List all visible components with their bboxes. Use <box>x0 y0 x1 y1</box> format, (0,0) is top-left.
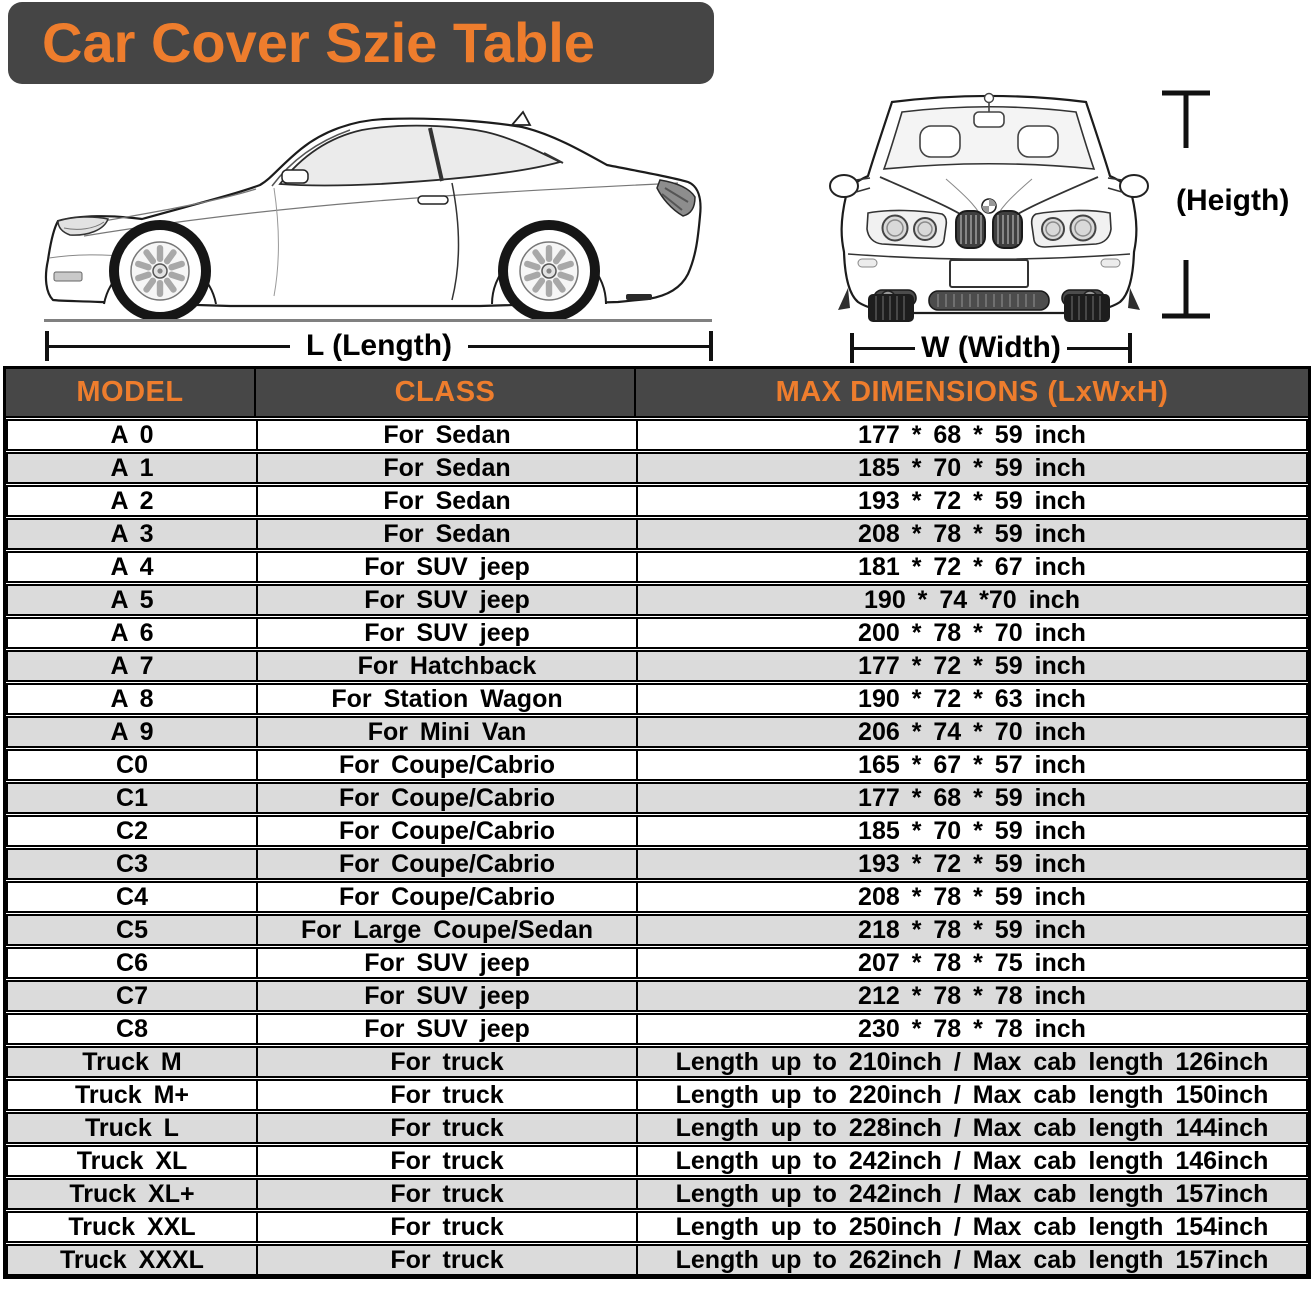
class-cell: For truck <box>258 1048 638 1076</box>
car-front-view-icon <box>828 86 1150 322</box>
class-cell: For SUV jeep <box>258 949 638 977</box>
dimensions-cell: 190 * 72 * 63 inch <box>858 684 1086 713</box>
model-cell: C4 <box>8 883 258 911</box>
model-cell: Truck L <box>8 1114 258 1142</box>
width-label: W (Width) <box>921 331 1061 364</box>
table-row <box>6 980 1308 1012</box>
model-cell: C1 <box>8 784 258 812</box>
height-label: (Heigth) <box>1176 184 1290 217</box>
table-row <box>6 617 1308 649</box>
table-row <box>6 848 1308 880</box>
class-cell: For Coupe/Cabrio <box>258 784 638 812</box>
height-dimension <box>1152 88 1308 322</box>
model-cell: Truck M <box>8 1048 258 1076</box>
dimensions-cell: 206 * 74 * 70 inch <box>858 717 1086 746</box>
table-row <box>6 650 1308 682</box>
header-class: CLASS <box>256 369 636 416</box>
model-cell: C2 <box>8 817 258 845</box>
table-row <box>6 749 1308 781</box>
model-cell: Truck M+ <box>8 1081 258 1109</box>
class-cell: For Large Coupe/Sedan <box>258 916 638 944</box>
model-cell: A 2 <box>8 487 258 515</box>
length-dimension <box>45 329 713 363</box>
table-row <box>6 914 1308 946</box>
dimension-tick <box>709 331 713 361</box>
table-row <box>6 452 1308 484</box>
table-row <box>6 584 1308 616</box>
model-cell: A 0 <box>8 421 258 449</box>
model-cell: Truck XL <box>8 1147 258 1175</box>
class-cell: For truck <box>258 1081 638 1109</box>
table-row <box>6 1145 1308 1177</box>
class-cell: For Hatchback <box>258 652 638 680</box>
model-cell: Truck XL+ <box>8 1180 258 1208</box>
class-cell: For Sedan <box>258 520 638 548</box>
class-cell: For Coupe/Cabrio <box>258 883 638 911</box>
width-dimension <box>850 331 1132 365</box>
dimensions-cell: 177 * 72 * 59 inch <box>858 651 1086 680</box>
model-cell: A 8 <box>8 685 258 713</box>
class-cell: For SUV jeep <box>258 1015 638 1043</box>
dimensions-cell: 218 * 78 * 59 inch <box>858 915 1086 944</box>
car-side-view-icon <box>20 88 720 323</box>
dimension-line <box>1067 347 1128 350</box>
class-cell: For Sedan <box>258 454 638 482</box>
dimension-line <box>468 345 709 348</box>
class-cell: For truck <box>258 1114 638 1142</box>
dimensions-cell: 177 * 68 * 59 inch <box>858 783 1086 812</box>
dimensions-cell: Length up to 210inch / Max cab length 126inch <box>675 1047 1269 1076</box>
model-cell: C8 <box>8 1015 258 1043</box>
model-cell: A 4 <box>8 553 258 581</box>
class-cell: For Sedan <box>258 487 638 515</box>
dimensions-cell: 200 * 78 * 70 inch <box>858 618 1086 647</box>
model-cell: C3 <box>8 850 258 878</box>
class-cell: For Station Wagon <box>258 685 638 713</box>
table-row <box>6 1046 1308 1078</box>
table-row <box>6 1178 1308 1210</box>
model-cell: A 1 <box>8 454 258 482</box>
model-cell: Truck XXXL <box>8 1246 258 1274</box>
dimensions-cell: Length up to 228inch / Max cab length 144inch <box>675 1113 1269 1142</box>
table-row <box>6 1112 1308 1144</box>
model-cell: Truck XXL <box>8 1213 258 1241</box>
dimensions-cell: 208 * 78 * 59 inch <box>858 519 1086 548</box>
class-cell: For SUV jeep <box>258 586 638 614</box>
class-cell: For Coupe/Cabrio <box>258 751 638 779</box>
dimension-tick <box>1128 333 1132 363</box>
model-cell: C6 <box>8 949 258 977</box>
dimensions-cell: 193 * 72 * 59 inch <box>858 849 1086 878</box>
table-row <box>6 683 1308 715</box>
dimensions-cell: Length up to 250inch / Max cab length 154inch <box>675 1212 1269 1241</box>
header-max-dimensions: MAX DIMENSIONS (LxWxH) <box>775 376 1169 408</box>
class-cell: For SUV jeep <box>258 982 638 1010</box>
class-cell: For Coupe/Cabrio <box>258 850 638 878</box>
page-title: Car Cover Szie Table <box>42 11 595 74</box>
model-cell: A 3 <box>8 520 258 548</box>
model-cell: C7 <box>8 982 258 1010</box>
table-row <box>6 485 1308 517</box>
table-body <box>6 419 1308 1276</box>
dimension-line <box>854 347 915 350</box>
header-model: MODEL <box>6 369 256 416</box>
table-row <box>6 419 1308 451</box>
table-row <box>6 1079 1308 1111</box>
model-cell: C0 <box>8 751 258 779</box>
table-row <box>6 1211 1308 1243</box>
table-row <box>6 551 1308 583</box>
table-row <box>6 1013 1308 1045</box>
model-cell: A 7 <box>8 652 258 680</box>
dimensions-cell: 177 * 68 * 59 inch <box>858 420 1086 449</box>
table-header-row <box>6 369 1308 418</box>
class-cell: For truck <box>258 1213 638 1241</box>
dimensions-cell: 181 * 72 * 67 inch <box>858 552 1086 581</box>
class-cell: For truck <box>258 1180 638 1208</box>
table-row <box>6 518 1308 550</box>
dimension-line <box>49 345 290 348</box>
class-cell: For Mini Van <box>258 718 638 746</box>
dimensions-cell: 208 * 78 * 59 inch <box>858 882 1086 911</box>
class-cell: For Sedan <box>258 421 638 449</box>
dimensions-cell: Length up to 242inch / Max cab length 146inch <box>675 1146 1269 1175</box>
model-cell: A 6 <box>8 619 258 647</box>
class-cell: For Coupe/Cabrio <box>258 817 638 845</box>
dimensions-cell: 212 * 78 * 78 inch <box>858 981 1086 1010</box>
model-cell: A 9 <box>8 718 258 746</box>
dimensions-cell: 185 * 70 * 59 inch <box>858 816 1086 845</box>
table-row <box>6 716 1308 748</box>
dimensions-cell: Length up to 262inch / Max cab length 157inch <box>675 1245 1269 1274</box>
size-table <box>3 366 1311 1279</box>
ground-line <box>44 319 712 322</box>
table-row <box>6 782 1308 814</box>
dimensions-cell: 207 * 78 * 75 inch <box>858 948 1086 977</box>
table-row <box>6 1244 1308 1276</box>
model-cell: A 5 <box>8 586 258 614</box>
dimensions-cell: Length up to 242inch / Max cab length 157inch <box>675 1179 1269 1208</box>
table-row <box>6 881 1308 913</box>
class-cell: For SUV jeep <box>258 619 638 647</box>
class-cell: For SUV jeep <box>258 553 638 581</box>
dimensions-cell: 190 * 74 *70 inch <box>864 585 1080 614</box>
table-row <box>6 815 1308 847</box>
car-diagrams <box>0 0 1314 366</box>
model-cell: C5 <box>8 916 258 944</box>
dimensions-cell: Length up to 220inch / Max cab length 150inch <box>675 1080 1269 1109</box>
table-row <box>6 947 1308 979</box>
dimensions-cell: 193 * 72 * 59 inch <box>858 486 1086 515</box>
class-cell: For truck <box>258 1147 638 1175</box>
dimensions-cell: 185 * 70 * 59 inch <box>858 453 1086 482</box>
class-cell: For truck <box>258 1246 638 1274</box>
length-label: L (Length) <box>305 329 453 362</box>
dimensions-cell: 165 * 67 * 57 inch <box>858 750 1086 779</box>
dimensions-cell: 230 * 78 * 78 inch <box>858 1014 1086 1043</box>
